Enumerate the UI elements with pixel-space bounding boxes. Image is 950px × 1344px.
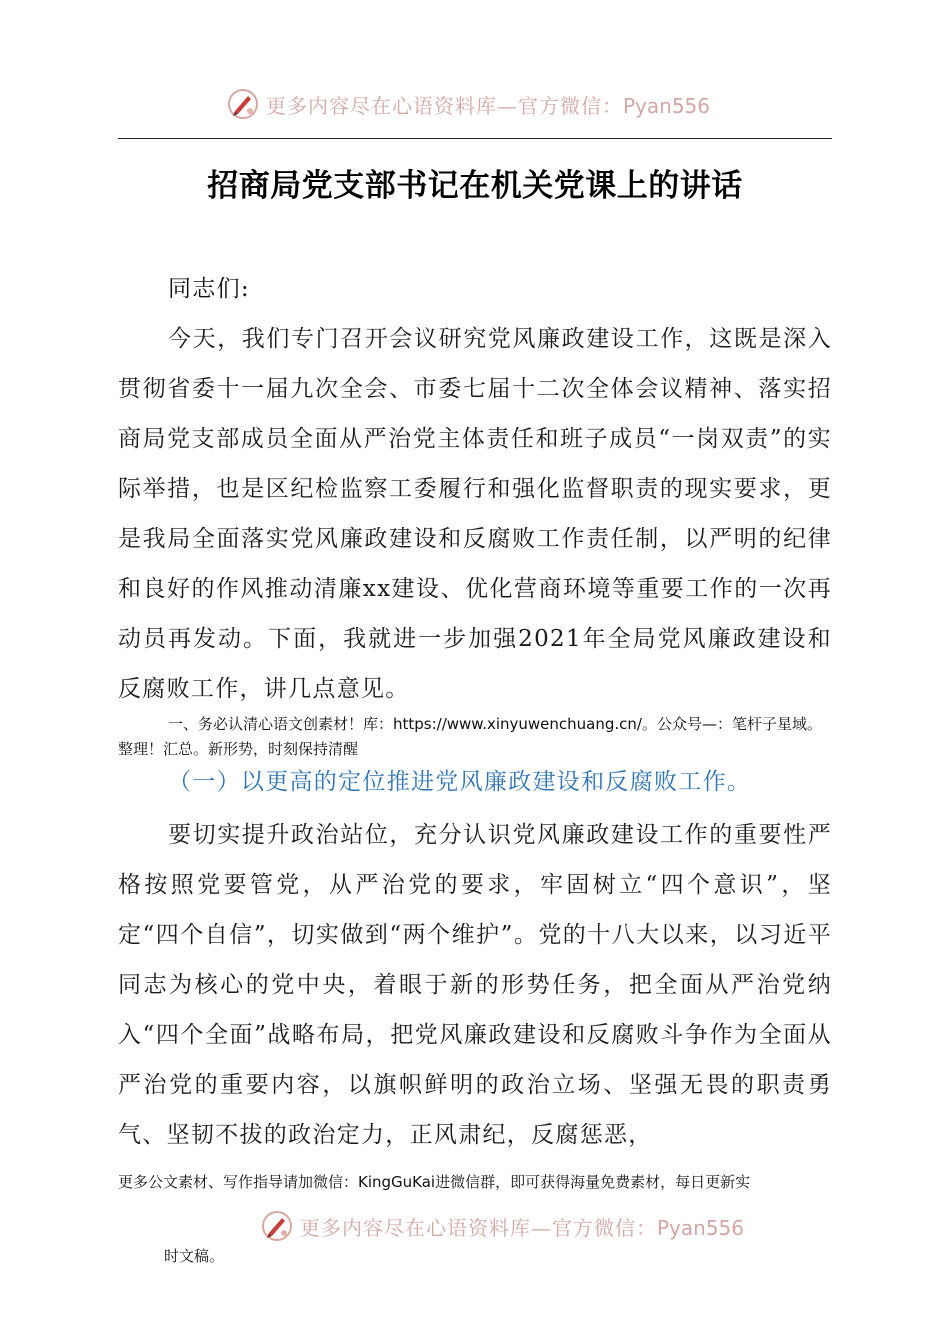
header-watermark-logo bbox=[226, 84, 710, 124]
footer-logo-text: 更多内容尽在心语资料库—官方微信：Pyan556 bbox=[300, 1215, 745, 1240]
document-title: 招商局党支部书记在机关党课上的讲话 bbox=[207, 168, 743, 204]
body-paragraph-2: 要切实提升政治站位，充分认识党风廉政建设工作的重要性严格按照党要管党，从严治党的要求，牢固树立“四个意识”，坚定“四个自信”，切实做到“两个维护”。党的十八大以来，以习近平同志为核心的党中央，着眼于新的形势任务，把全面从严治党纳入“四个全面”战略布局，把党风廉政建设和反腐败斗争作为全面从严治党的重要内容，以旗帜鲜明的政治立场、坚强无畏的职责勇气、坚韧不拔的政治定力，正风肃纪，反腐惩恶， bbox=[118, 822, 832, 1148]
pen-logo-icon bbox=[226, 87, 260, 121]
pen-logo-icon bbox=[260, 1209, 294, 1243]
header-logo-text: 更多内容尽在心语资料库—官方微信：Pyan556 bbox=[266, 93, 711, 118]
salutation: 同志们: bbox=[168, 276, 250, 302]
footer-note: 更多公文素材、写作指导请加微信：KingGuKai进微信群，即可获得海量免费素材，每日更新实 bbox=[118, 1173, 751, 1191]
body-paragraph-1: 今天，我们专门召开会议研究党风廉政建设工作，这既是深入贯彻省委十一届九次全会、市委七届十二次全体会议精神、落实招商局党支部成员全面从严治党主体责任和班子成员“一岗双责”的实际举措，也是区纪检监察工委履行和强化监督职责的现实要求，更是我局全面落实党风廉政建设和反腐败工作责任制，以严明的纪律和良好的作风推动清廉xx建设、优化营商环境等重要工作的一次再动员再发动。下面，我就进一步加强2021年全局党风廉政建设和反腐败工作，讲几点意见。 bbox=[118, 326, 832, 702]
header-divider bbox=[118, 138, 832, 139]
section-heading: （一）以更高的定位推进党风廉政建设和反腐败工作。 bbox=[168, 769, 752, 795]
footer-watermark-logo bbox=[260, 1206, 744, 1246]
footer-note-continuation: 时文稿。 bbox=[164, 1247, 225, 1265]
inline-note: 一、务必认清心语文创素材！库：https://www.xinyuwenchuang.cn/。公众号—：笔杆子星域。整理！汇总。新形势，时刻保持清醒 bbox=[118, 715, 822, 758]
